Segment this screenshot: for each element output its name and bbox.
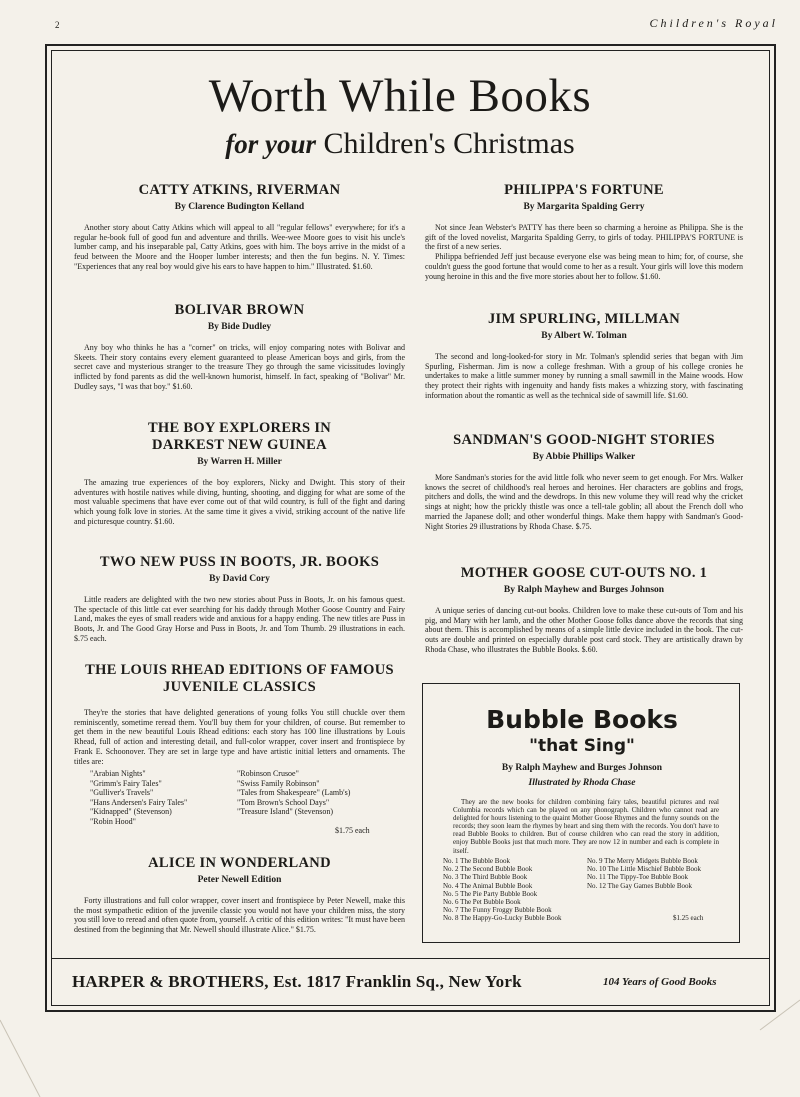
title-list-column [90,769,187,827]
list-item: No. 2 The Second Bubble Book [443,865,533,874]
book-description: A unique series of dancing cut-out books. Children love to make these cut-outs of Tom and his pig, and Mary with her lamb, and the other Mother Goose folks dance above the records that sing about them. This is accomplished by means of a simple little device included in the book. The cut-outs are double and printed on especially durable post card stock. They are artistically drawn by Rhoda Chase, who illustrates the Bubble Books. $.60. [425,606,743,654]
bubble-books-box [422,683,740,943]
list-item: "Hans Andersen's Fairy Tales" [90,797,188,807]
list-item: "Tales from Shakespeare" (Lamb's) [237,788,351,798]
bubble-books-list [443,857,588,923]
book-author: By Margarita Spalding Gerry [523,202,645,212]
book-entry-puss-in-boots [74,554,405,644]
bubble-books-price: $1.25 each [673,914,704,922]
book-description: They're the stories that have delighted generations of young folks You still chuckle over them reminiscently, sometime reread them. You'll buy them for your children, of course. But remember to get them in the new beautiful Louis Rhead editions: each story has 100 line illustrations by Louis Rhead, full of action and interesting detail, and full-color wrapper, cover insert and frontispiece by Frank E. Schoonover. They are set in large type and have artistic initial letters and ornaments. The titles are: [74,708,405,766]
book-title: BOLIVAR BROWN [174,302,305,318]
book-title: THE LOUIS RHEAD EDITIONS OF FAMOUS JUVENILE CLASSICS [85,662,394,695]
list-item: "Gulliver's Travels" [90,788,154,798]
book-entry-bolivar-brown [74,302,405,392]
list-item: No. 8 The Happy-Go-Lucky Bubble Book [443,914,562,923]
book-author: By Ralph Mayhew and Burges Johnson [503,585,665,595]
book-title: JIM SPURLING, MILLMAN [488,311,680,327]
book-entry-louis-rhead [74,662,405,766]
book-entry-boy-explorers [74,420,405,527]
ad-subheadline [0,126,800,162]
publisher-tagline: 104 Years of Good Books [603,976,717,988]
bubble-books-tagline: "that Sing" [529,736,635,756]
book-description: Another story about Catty Atkins which will appeal to all "regular fellows" everywhere; for it's a regular he-book full of good fun and adventure and thrills. Wee-wee Moore goes to visit his uncle's lumber camp, and his inseparable pal, Catty Atkins, goes with him. The boys arrive in the midst of a feud between the Moore and the Hooper lumber interests; and then the fun begins. N. Y. Times: "Experiences that any real boy would give his ears to have happen to him." Illustrated. $1.60. [74,223,405,271]
book-author: By Albert W. Tolman [541,331,627,341]
book-title: SANDMAN'S GOOD-NIGHT STORIES [453,432,715,448]
book-edition: Peter Newell Edition [197,875,282,885]
book-entry-philippa [425,182,743,281]
list-item: No. 7 The Funny Froggy Bubble Book [443,906,552,915]
list-item: "Robin Hood" [90,816,136,826]
bubble-books-description: They are the new books for children combining fairy tales, beautiful pictures and real Columbia records which can be played on any phonograph. Children who cannot read are delighted for hours listening to the quaint Mother Goose Rhymes and the funny sounds on the records; they soon learn the rhymes by heart and sing them with the records. You don't have to read Bubble Books to children. But of course children who can read the story in addition, enjoy Bubble Books just that much more. They are now 12 in number and each is complete in itself. [453,798,719,855]
list-item: "Tom Brown's School Days" [237,797,330,807]
book-description: Forty illustrations and full color wrapper, cover insert and frontispiece by Peter Newell, make this the most sympathetic edition of the juvenile classic you would not have your children miss, the story you still love to reread and often quote from, yourself. A critic of this edition writes: "It must have been destined from the beginning that Mr. Newell should illustrate Alice." $1.75. [74,896,405,935]
list-item: "Grimm's Fairy Tales" [90,778,162,788]
list-item: "Swiss Family Robinson" [237,778,320,788]
list-item: No. 4 The Animal Bubble Book [443,881,533,890]
book-description: Philippa befriended Jeff just because everyone else was being mean to him; for, of course, she couldn't guess the good fortune that would come to her as a result. Your girls will love this modern young heroine in this and the five more stories about her to follow. $1.60. [425,252,743,281]
subheadline-main: Children's Christmas [323,127,575,160]
list-item: No. 1 The Bubble Book [443,857,510,865]
ad-headline: Worth While Books [208,70,592,122]
book-title: ALICE IN WONDERLAND [148,855,331,871]
list-item: No. 11 The Tippy-Toe Bubble Book [587,873,689,882]
page-number: 2 [55,20,60,30]
list-item: No. 5 The Pie Party Bubble Book [443,889,538,898]
bubble-books-list [587,857,727,890]
book-description: The amazing true experiences of the boy explorers, Nicky and Dwight. This story of their adventures with hostile natives while diving, hunting, shooting, and digging for what are some of the most valuable specimens that have ever come out of that wild country, is full of the fight and daring which young folk love in stories. At the same time it gives a vivid, striking account of the native life and picturesque country. $1.60. [74,478,405,526]
list-item: No. 3 The Third Bubble Book [443,873,528,882]
book-entry-sandman [425,432,743,531]
book-description: Little readers are delighted with the two new stories about Puss in Boots, Jr. on his famous quest. The spectacle of this little cat ever searching for his daddy through Mother Goose Country and Fairy Land, makes the eyes of small readers wide and anxious for a happy ending. The new titles are Puss in Boots, Jr. and The Good Gray Horse and Puss in Boots, Jr. and Tom Thumb. 29 illustrations in each. $.75 each. [74,595,405,643]
book-author: By Clarence Budington Kelland [174,202,305,212]
book-description: More Sandman's stories for the avid little folk who never seem to get enough. For Mrs. Walker knows the secret of childhood's real heroes and heroines. Her characters are goblins and frogs, pitchers and dolls, the wind and the dewdrops. In this new volume they will read why the cricket sings at night; how the prickly thistle was once a tell-tale goblin; all about the French doll who married the Japanese doll; and other wonderful things. Make them happy with Sandman's Good-Night Stories 29 illustrations by Rhoda Chase. $.75. [425,473,743,531]
list-item: "Treasure Island" (Stevenson) [237,807,333,817]
rhead-price: $1.75 each [335,826,370,835]
list-item: No. 9 The Merry Midgets Bubble Book [587,857,698,865]
list-item: "Arabian Nights" [90,769,146,778]
book-author: By David Cory [209,574,270,584]
book-title: PHILIPPA'S FORTUNE [504,182,664,198]
publisher-name: HARPER & BROTHERS, Est. 1817 Franklin Sq., New York [72,972,522,991]
book-description: Not since Jean Webster's PATTY has there been so charming a heroine as Philippa. She is the gift of the loved novelist, Margarita Spalding Gerry, to girls of today. PHILIPPA'S FORTUNE is the first of a new series. [425,223,743,252]
book-entry-jim-spurling [425,311,743,401]
footer-rule-top [51,958,770,959]
book-title: TWO NEW PUSS IN BOOTS, JR. BOOKS [99,554,380,570]
running-header [0,14,800,34]
list-item: "Robinson Crusoe" [237,769,299,778]
bubble-books-author: By Ralph Mayhew and Burges Johnson [501,763,663,773]
book-author: By Bide Dudley [207,322,272,332]
title-list-column [237,769,350,817]
book-title: CATTY ATKINS, RIVERMAN [138,182,341,198]
book-entry-mother-goose [425,565,743,655]
book-description: The second and long-looked-for story in Mr. Tolman's splendid series that began with Jim Spurling, Fisherman. Jim is now a college freshman. With a group of his college cronies he undertakes to make a little summer money by running a small sawmill in the Maine woods. How they protect their rights with ingenuity and handy fists makes a whizzing story, with fascinating information about the romantic as well as the technical side of sawmill life. $1.60. [425,352,743,400]
book-title: MOTHER GOOSE CUT-OUTS NO. 1 [460,565,708,581]
book-description: Any boy who thinks he has a "corner" on tricks, will enjoy comparing notes with Bolivar and Skeets. Their story contains every element guaranteed to please American boys and girls, from the secret cave and mysterious stranger to the treasure They go through the same vicissitudes lovingly inflicted by fond parents as did the well-known humorist, himself. In fact, speaking of "Bolivar" Mr. Dudley says, "I was that boy." $1.60. [74,343,405,391]
book-entry-catty-atkins [74,182,405,272]
list-item: No. 6 The Pet Bubble Book [443,898,521,907]
list-item: No. 12 The Gay Games Bubble Book [587,881,693,890]
list-item: "Kidnapped" (Stevenson) [90,807,172,817]
subheadline-italic: for your [225,129,316,159]
book-author: By Warren H. Miller [197,457,282,467]
bubble-books-logo: Bubble Books [486,705,678,734]
book-title: THE BOY EXPLORERS IN DARKEST NEW GUINEA [147,420,332,453]
book-entry-alice [74,855,405,935]
magazine-name: Children's Royal [649,16,778,30]
list-item: No. 10 The Little Mischief Bubble Book [587,865,701,874]
book-author: By Abbie Phillips Walker [532,452,636,462]
bubble-books-illustrator: Illustrated by Rhoda Chase [528,778,636,788]
